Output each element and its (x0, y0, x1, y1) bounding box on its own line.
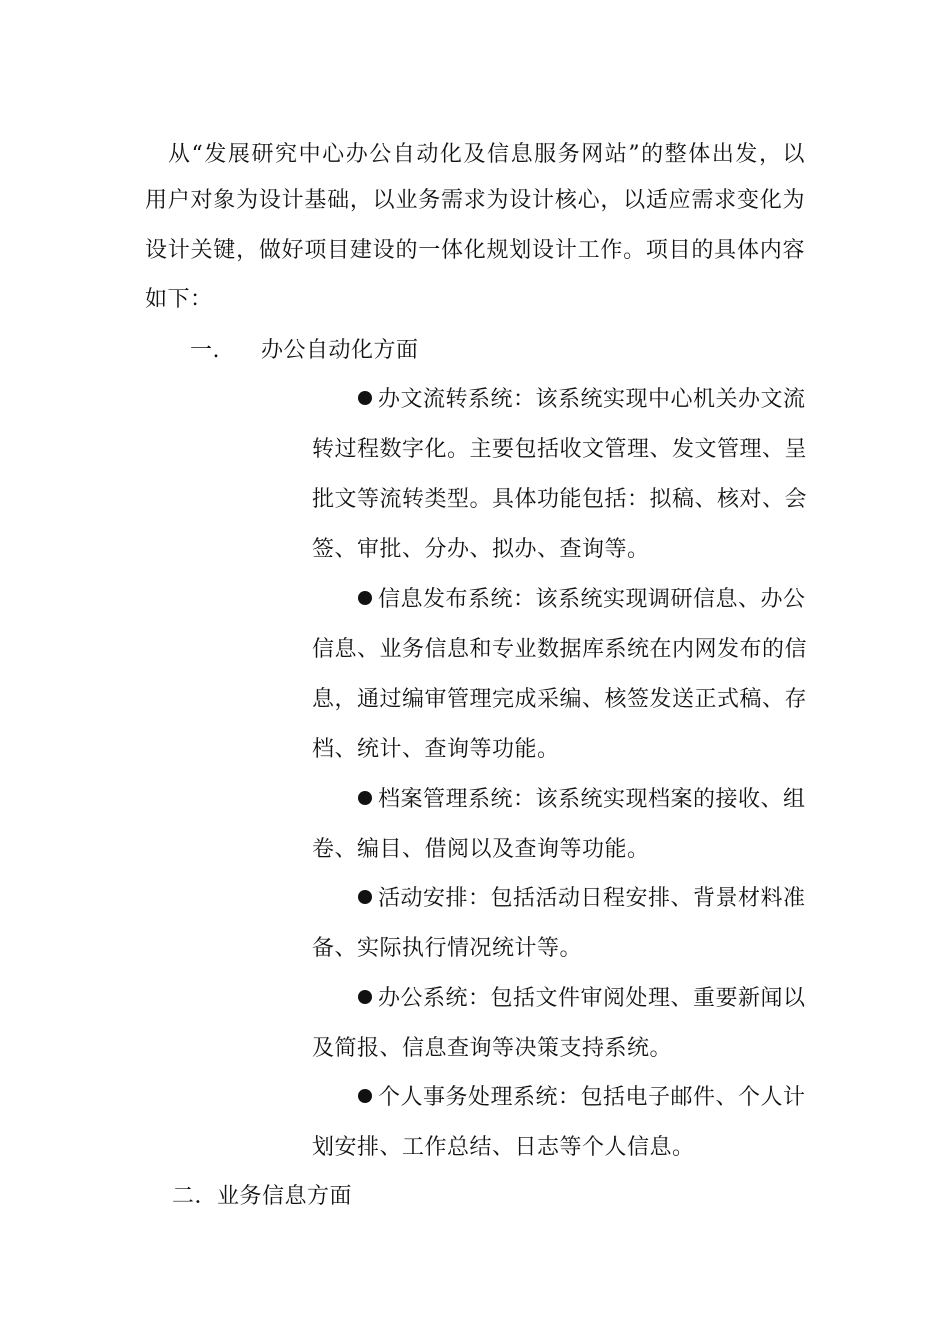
intro-line-3: 设计关键，做好项目建设的一体化规划设计工作。项目的具体内容 (145, 238, 805, 263)
section-1-number: 一. (190, 338, 220, 363)
bullet-2-line-3: 息，通过编审管理完成采编、核签发送正式稿、存 (312, 687, 808, 712)
bullet-dot-icon (358, 890, 372, 904)
bullet-1-line-3: 批文等流转类型。具体功能包括：拟稿、核对、会 (312, 487, 808, 512)
bullet-3-line-2: 卷、编目、借阅以及查询等功能。 (312, 837, 650, 862)
bullet-item-4 (358, 884, 806, 914)
section-1-heading (190, 336, 419, 366)
bullet-5-line-2: 及简报、信息查询等决策支持系统。 (312, 1036, 673, 1061)
bullet-item-1 (358, 385, 806, 415)
intro-line-4: 如下： (145, 287, 213, 312)
bullet-6-line-2: 划安排、工作总结、日志等个人信息。 (312, 1135, 695, 1160)
bullet-1-line-4: 签、审批、分办、拟办、查询等。 (312, 537, 650, 562)
bullet-item-5 (358, 984, 806, 1014)
section-2-heading: 二．业务信息方面 (172, 1184, 353, 1209)
bullet-6-first-line: 个人事务处理系统：包括电子邮件、个人计 (378, 1085, 806, 1110)
bullet-4-first-line: 活动安排：包括活动日程安排、背景材料准 (378, 886, 806, 911)
bullet-dot-icon (358, 990, 372, 1004)
bullet-item-3 (358, 785, 806, 815)
intro-line-1: 从“发展研究中心办公自动化及信息服务网站”的整体出发，以 (168, 142, 805, 167)
bullet-dot-icon (358, 591, 372, 605)
bullet-1-line-2: 转过程数字化。主要包括收文管理、发文管理、呈 (312, 437, 808, 462)
bullet-item-2 (358, 585, 806, 615)
bullet-4-line-2: 备、实际执行情况统计等。 (312, 936, 583, 961)
bullet-item-6 (358, 1083, 806, 1113)
bullet-1-first-line: 办文流转系统：该系统实现中心机关办文流 (378, 387, 806, 412)
bullet-dot-icon (358, 791, 372, 805)
bullet-2-line-4: 档、统计、查询等功能。 (312, 737, 560, 762)
bullet-3-first-line: 档案管理系统：该系统实现档案的接收、组 (378, 787, 806, 812)
bullet-2-line-2: 信息、业务信息和专业数据库系统在内网发布的信 (312, 637, 808, 662)
section-1-title: 办公自动化方面 (261, 338, 419, 363)
bullet-5-first-line: 办公系统：包括文件审阅处理、重要新闻以 (378, 986, 806, 1011)
bullet-2-first-line: 信息发布系统：该系统实现调研信息、办公 (378, 587, 806, 612)
bullet-dot-icon (358, 391, 372, 405)
intro-line-2: 用户对象为设计基础，以业务需求为设计核心，以适应需求变化为 (145, 188, 805, 213)
bullet-dot-icon (358, 1089, 372, 1103)
